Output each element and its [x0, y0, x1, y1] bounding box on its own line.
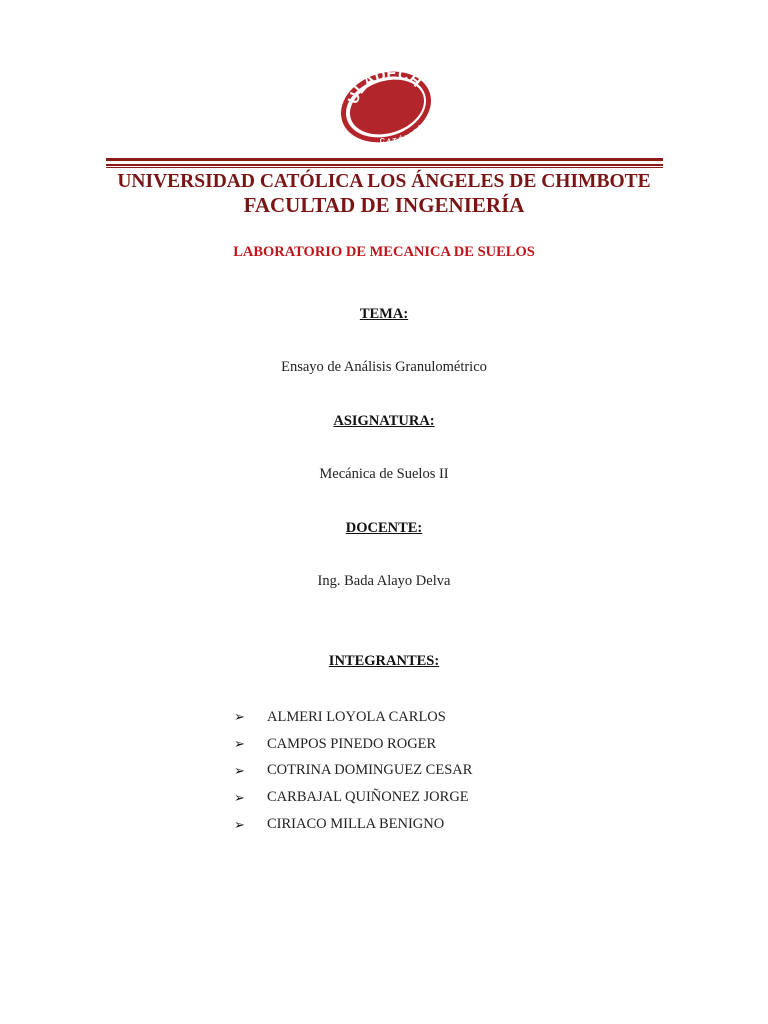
laboratory-title: LABORATORIO DE MECANICA DE SUELOS — [233, 244, 535, 260]
member-name: ALMERI LOYOLA CARLOS — [267, 708, 446, 725]
header-rule-medium — [106, 164, 663, 166]
asignatura-value: Mecánica de Suelos II — [319, 466, 449, 482]
tema-heading: TEMA: — [359, 306, 409, 322]
list-item — [234, 784, 472, 811]
header-rule-thick — [106, 158, 663, 161]
members-list — [234, 704, 472, 838]
arrow-bullet-icon: ➢ — [234, 816, 245, 832]
arrow-bullet-icon: ➢ — [234, 736, 245, 752]
header-rule-thin — [106, 167, 663, 168]
uladech-logo — [336, 66, 436, 148]
list-item — [234, 758, 472, 785]
docente-heading: DOCENTE: — [345, 520, 423, 536]
list-item — [234, 731, 472, 758]
logo-text-bottom: CATÓLICA — [379, 121, 427, 146]
faculty-name: FACULTAD DE INGENIERÍA — [243, 193, 525, 217]
docente-value: Ing. Bada Alayo Delva — [317, 573, 451, 589]
tema-value: Ensayo de Análisis Granulométrico — [281, 359, 487, 375]
member-name: COTRINA DOMINGUEZ CESAR — [267, 762, 473, 779]
arrow-bullet-icon: ➢ — [234, 762, 245, 778]
list-item — [234, 811, 472, 838]
list-item — [234, 704, 472, 731]
member-name: CIRIACO MILLA BENIGNO — [267, 816, 445, 833]
integrantes-heading: INTEGRANTES: — [328, 653, 440, 669]
member-name: CAMPOS PINEDO ROGER — [267, 735, 437, 752]
arrow-bullet-icon: ➢ — [234, 789, 245, 805]
asignatura-heading: ASIGNATURA: — [333, 413, 435, 429]
arrow-bullet-icon: ➢ — [234, 709, 245, 725]
university-name: UNIVERSIDAD CATÓLICA LOS ÁNGELES DE CHIMBOTE — [117, 171, 651, 192]
logo-text-top: ULADECH — [344, 66, 425, 107]
member-name: CARBAJAL QUIÑONEZ JORGE — [267, 789, 469, 806]
